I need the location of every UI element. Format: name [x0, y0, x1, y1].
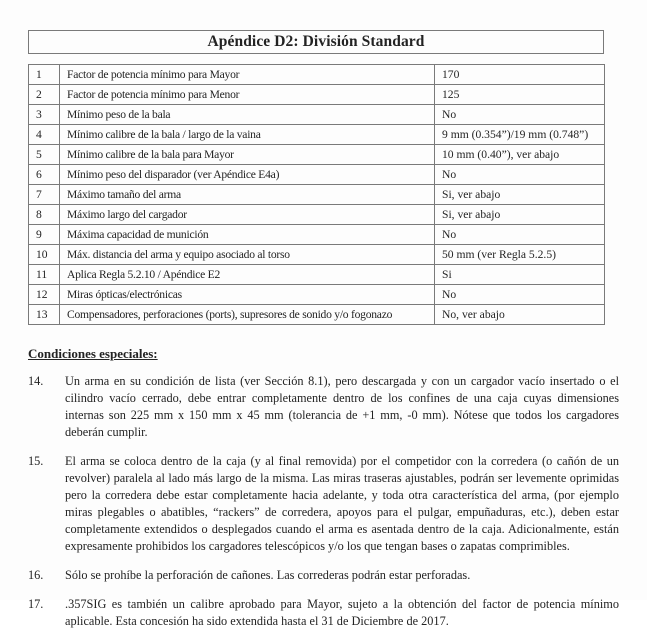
row-label-cell: Mínimo peso de la bala: [60, 105, 435, 125]
row-label-cell: Compensadores, perforaciones (ports), supresores de sonido y/o fogonazo: [60, 305, 435, 325]
row-number-cell: 7: [29, 185, 60, 205]
row-number-cell: 2: [29, 85, 60, 105]
condition-item: [28, 373, 619, 441]
row-label-cell: Mínimo calibre de la bala para Mayor: [60, 145, 435, 165]
row-label-cell: Máxima capacidad de munición: [60, 225, 435, 245]
row-value-cell: No: [435, 285, 605, 305]
row-label-cell: Mínimo peso del disparador (ver Apéndice E4a): [60, 165, 435, 185]
table-row: [29, 165, 605, 185]
row-number-cell: 6: [29, 165, 60, 185]
row-label-cell: Máximo largo del cargador: [60, 205, 435, 225]
page-title: Apéndice D2: División Standard: [207, 33, 425, 50]
table-row: [29, 225, 605, 245]
row-value-cell: No: [435, 105, 605, 125]
table-row: [29, 125, 605, 145]
table-row: [29, 85, 605, 105]
row-value-cell: No: [435, 165, 605, 185]
row-number-cell: 3: [29, 105, 60, 125]
row-label-cell: Factor de potencia mínimo para Menor: [60, 85, 435, 105]
table-row: [29, 185, 605, 205]
table-row: [29, 145, 605, 165]
row-value-cell: 9 mm (0.354”)/19 mm (0.748”): [435, 125, 605, 145]
row-label-cell: Factor de potencia mínimo para Mayor: [60, 65, 435, 85]
row-value-cell: 50 mm (ver Regla 5.2.5): [435, 245, 605, 265]
row-label-cell: Máximo tamaño del arma: [60, 185, 435, 205]
title-box: [28, 30, 604, 54]
condition-number: 17.: [28, 597, 44, 611]
row-number-cell: 4: [29, 125, 60, 145]
special-conditions-section: [28, 346, 619, 642]
row-number-cell: 8: [29, 205, 60, 225]
row-value-cell: 170: [435, 65, 605, 85]
condition-text: Un arma en su condición de lista (ver Sección 8.1), pero descargada y con un cargador vacío insertado o el cilindro vacío cerrado, debe entrar completamente dentro de los confines de una caja cuyas dimensiones internas son 225 mm x 150 mm x 45 mm (tolerancia de +1 mm, -0 mm). Nótese que todos los cargadores deberán cumplir.: [65, 374, 619, 439]
row-label-cell: Aplica Regla 5.2.10 / Apéndice E2: [60, 265, 435, 285]
row-value-cell: 125: [435, 85, 605, 105]
row-number-cell: 13: [29, 305, 60, 325]
table-row: [29, 305, 605, 325]
condition-text: El arma se coloca dentro de la caja (y al final removida) por el competidor con la corredera (o cañón de un revolver) paralela al lado más largo de la misma. Las miras traseras ajustables, podrán ser levemente oprimidas pero la corredera debe estar completamente hacia adelante, y toda otra característica del arma, (por ejemplo miras plegables o abatibles, “rackers” de corredera, apoyos para el pulgar, empuñaduras, etc.), deben estar completamente extendidos o desplegados cuando el arma es asentada dentro de la caja. Adicionalmente, están expresamente prohibidos los cargadores telescópicos y/o los que tengan bases o zapatas comprimibles.: [65, 454, 619, 553]
row-number-cell: 10: [29, 245, 60, 265]
special-conditions-heading: Condiciones especiales:: [28, 346, 158, 361]
table-row: [29, 265, 605, 285]
table-row: [29, 65, 605, 85]
row-value-cell: No, ver abajo: [435, 305, 605, 325]
row-label-cell: Mínimo calibre de la bala / largo de la vaina: [60, 125, 435, 145]
row-number-cell: 5: [29, 145, 60, 165]
condition-item: [28, 567, 619, 584]
row-number-cell: 9: [29, 225, 60, 245]
rules-table-body: [29, 65, 605, 325]
table-row: [29, 105, 605, 125]
row-label-cell: Máx. distancia del arma y equipo asociado al torso: [60, 245, 435, 265]
condition-number: 14.: [28, 374, 44, 388]
condition-number: 15.: [28, 454, 44, 468]
row-value-cell: 10 mm (0.40”), ver abajo: [435, 145, 605, 165]
row-value-cell: Si: [435, 265, 605, 285]
condition-item: [28, 453, 619, 555]
row-number-cell: 1: [29, 65, 60, 85]
table-row: [29, 285, 605, 305]
table-row: [29, 245, 605, 265]
table-row: [29, 205, 605, 225]
condition-item: [28, 596, 619, 630]
row-number-cell: 11: [29, 265, 60, 285]
condition-text: .357SIG es también un calibre aprobado para Mayor, sujeto a la obtención del factor de potencia mínimo aplicable. Esta concesión ha sido extendida hasta el 31 de Diciembre de 2017.: [65, 597, 619, 628]
row-value-cell: Si, ver abajo: [435, 205, 605, 225]
row-value-cell: No: [435, 225, 605, 245]
row-number-cell: 12: [29, 285, 60, 305]
rules-table: [28, 64, 605, 325]
condition-number: 16.: [28, 568, 44, 582]
row-value-cell: Si, ver abajo: [435, 185, 605, 205]
condition-text: Sólo se prohíbe la perforación de cañones. Las correderas podrán estar perforadas.: [65, 568, 471, 582]
row-label-cell: Miras ópticas/electrónicas: [60, 285, 435, 305]
special-conditions-list: [28, 373, 619, 630]
